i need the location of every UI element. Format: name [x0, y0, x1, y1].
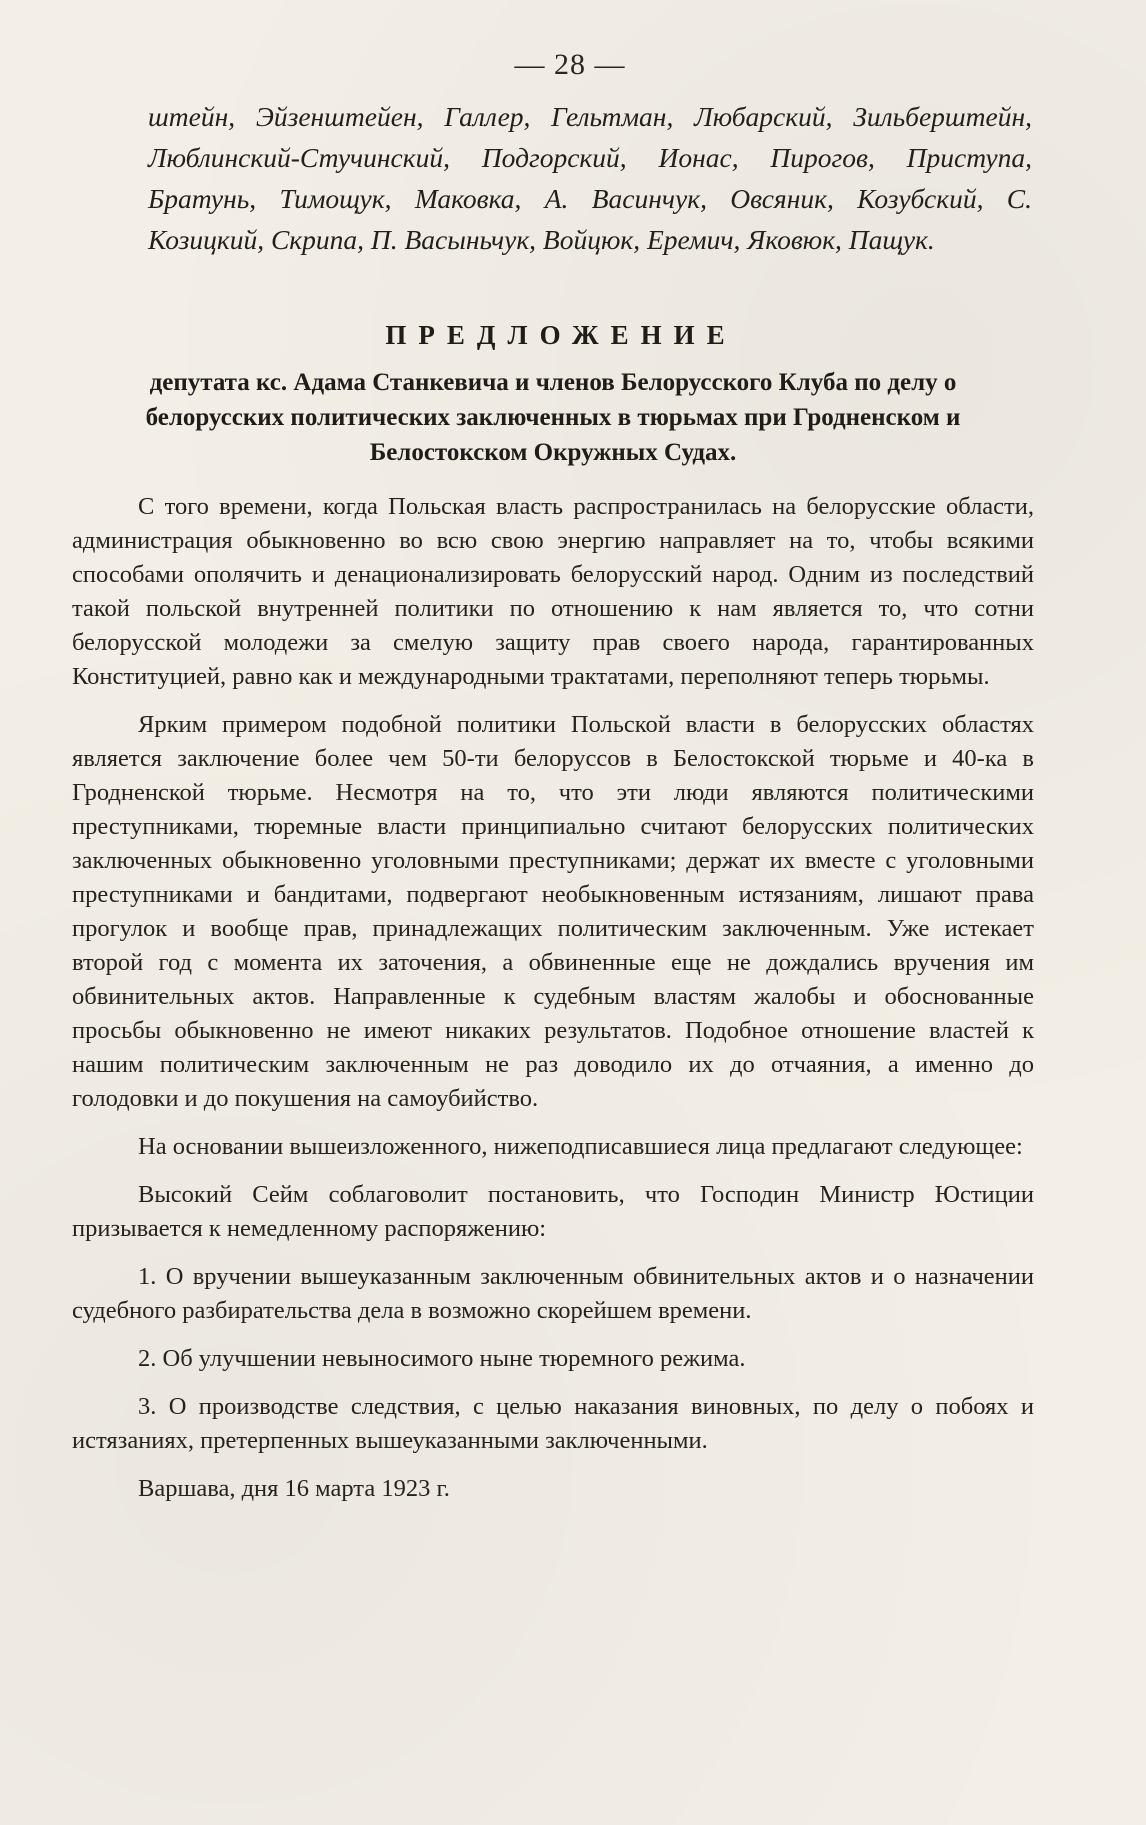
list-item-2: 2. Об улучшении невыносимого ныне тюремного режима.	[138, 1345, 746, 1372]
names-list: штейн, Эйзенштейен, Галлер, Гельтман, Любарский, Зильберштейн, Люблинский-Стучинский, Подгорский, Ионас, Пирогов, Приступа, Братунь, Тимощук, Маковка, А. Васинчук, Овсяник, Козубский, С. Козицкий, Скрипа, П. Васыньчук, Войцюк, Еремич, Яковюк, Пащук.	[148, 101, 1032, 255]
paragraph-1: С того времени, когда Польская власть распространилась на белорусские области, администрация обыкновенно во всю свою энергию направляет на то, чтобы всякими способами ополячить и денационализировать белорусский народ. Одним из последствий такой польской внутренней политики по отношению к нам является то, что сотни белорусской молодежи за смелую защиту прав своего народа, гарантированных Конституцией, равно как и международными трактатами, переполняют теперь тюрьмы.	[72, 493, 1034, 690]
place-date-line: Варшава, дня 16 марта 1923 г.	[138, 1475, 450, 1502]
list-item-1: 1. О вручении вышеуказанным заключенным обвинительных актов и о назначении судебного разбирательства дела в возможно скорейшем времени.	[72, 1263, 1034, 1324]
list-item-3: 3. О производстве следствия, с целью наказания виновных, по делу о побоях и истязаниях, претерпенных вышеуказанными заключенными.	[72, 1393, 1034, 1454]
document-body	[72, 490, 1034, 1506]
paragraph-4: Высокий Сейм соблаговолит постановить, что Господин Министр Юстиции призывается к немедленному распоряжению:	[72, 1181, 1034, 1242]
paragraph-3: На основании вышеизложенного, нижеподписавшиеся лица предлагают следующее:	[138, 1133, 1023, 1160]
paragraph-2: Ярким примером подобной политики Польской власти в белорусских областях является заключение более чем 50-ти белоруссов в Белостокской тюрьме и 40-ка в Гродненской тюрьме. Несмотря на то, что эти люди являются политическими преступниками, тюремные власти принципиально считают белорусских политических заключенных обыкновенно уголовными преступниками; держат их вместе с уголовными преступниками и бандитами, подвергают необыкновенным истязаниям, лишают права прогулок и вообще прав, принадлежащих политическим заключенным. Уже истекает второй год с момента их заточения, а обвиненные еще не дождались вручения им обвинительных актов. Направленные к судебным властям жалобы и обоснованные просьбы обыкновенно не имеют никаких результатов. Подобное отношение властей к нашим политическим заключенным не раз доводило их до отчаяния, а именно до голодовки и до покушения на самоубийство.	[72, 711, 1034, 1112]
document-subtitle: депутата кс. Адама Станкевича и членов Белорусского Клуба по делу о белорусских политических заключенных в тюрьмах при Гродненском и Белостокском Окружных Судах.	[145, 369, 961, 466]
document-title: ПРЕДЛОЖЕНИЕ	[385, 320, 737, 350]
page-number: — 28 —	[514, 48, 626, 81]
